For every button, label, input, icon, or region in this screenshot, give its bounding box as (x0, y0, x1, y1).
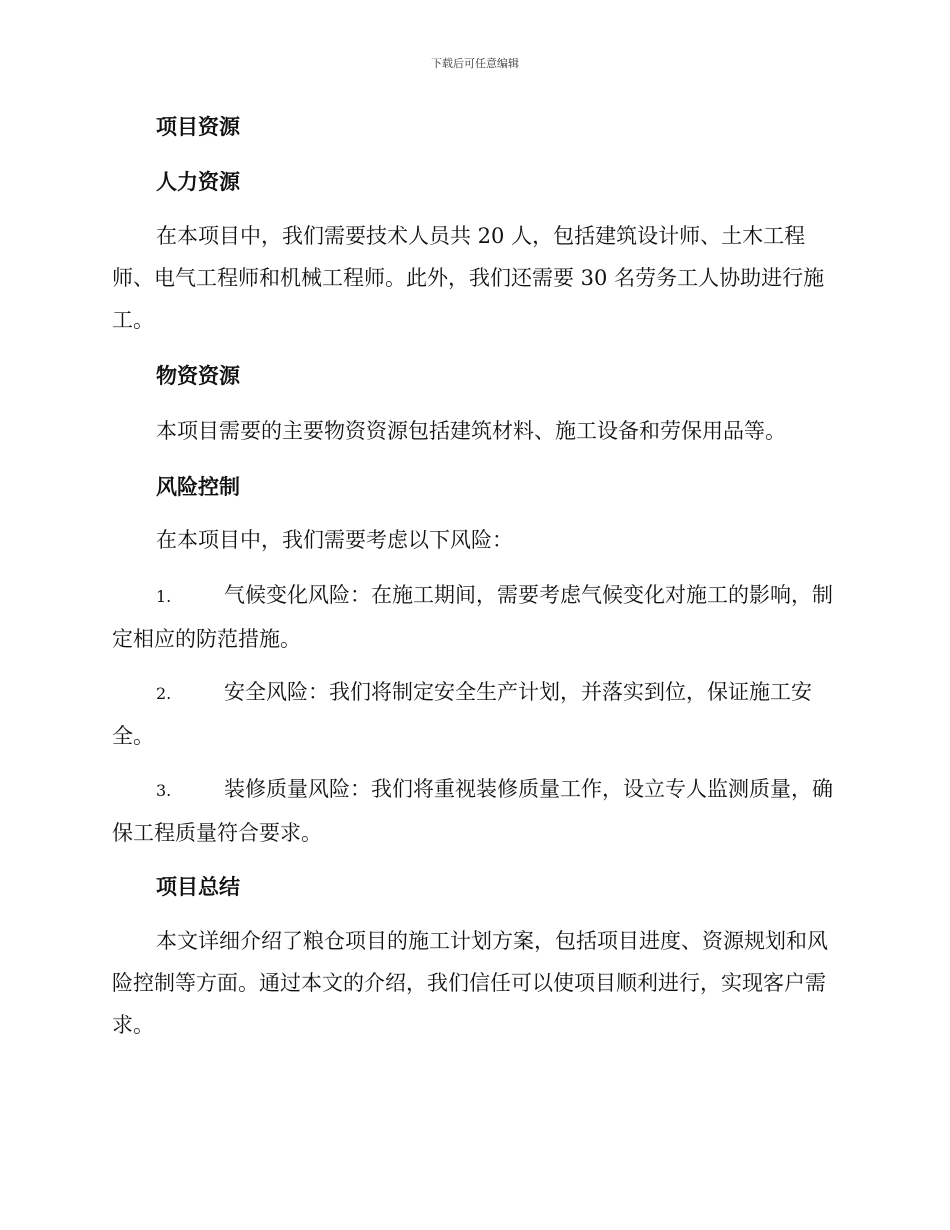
paragraph-material-resources: 本项目需要的主要物资资源包括建筑材料、施工设备和劳保用品等。 (156, 419, 786, 443)
heading-summary: 项目总结 (156, 874, 240, 899)
paragraph-human-resources: 在本项目中，我们需要技术人员共 20 人，包括建筑设计师、土木工程师、电气工程师和机械工程师。此外，我们还需要 30 名劳务工人协助进行施工。 (112, 224, 825, 332)
heading-project-resources: 项目资源 (156, 114, 240, 139)
list-item-text: 装修质量风险：我们将重视装修质量工作，设立专人监测质量，确保工程质量符合要求。 (112, 777, 833, 845)
list-number: 1. (156, 587, 172, 606)
list-item-text: 安全风险：我们将制定安全生产计划，并落实到位，保证施工安全。 (112, 680, 812, 748)
list-item-risk-3 (112, 768, 838, 854)
header-note: 下载后可任意编辑 (431, 57, 519, 70)
list-item-risk-1 (112, 574, 838, 660)
list-number: 2. (156, 684, 172, 703)
heading-human-resources: 人力资源 (156, 169, 240, 194)
heading-risk-control: 风险控制 (156, 474, 240, 499)
paragraph-risk-intro: 在本项目中，我们需要考虑以下风险： (156, 528, 513, 552)
list-item-risk-2 (112, 671, 838, 757)
heading-material-resources: 物资资源 (156, 363, 240, 388)
list-number: 3. (156, 781, 172, 800)
paragraph-summary: 本文详细介绍了粮仓项目的施工计划方案，包括项目进度、资源规划和风险控制等方面。通过本文的介绍，我们信任可以使项目顺利进行，实现客户需求。 (112, 929, 828, 1037)
list-item-text: 气候变化风险：在施工期间，需要考虑气候变化对施工的影响，制定相应的防范措施。 (112, 583, 833, 651)
